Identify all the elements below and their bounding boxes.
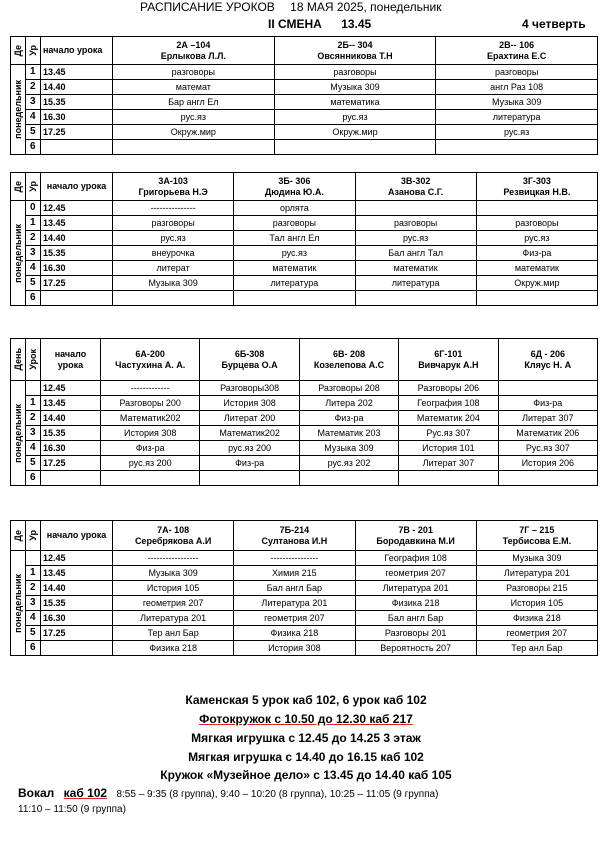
lesson-cell: Музыка 309 — [476, 551, 597, 566]
lesson-cell: Тал англ Ел — [234, 231, 355, 246]
lesson-cell: разговоры — [476, 216, 597, 231]
lesson-time: 16.30 — [41, 261, 113, 276]
class-header — [274, 37, 436, 65]
lesson-cell: География 108 — [355, 551, 476, 566]
lesson-cell — [113, 291, 234, 306]
lesson-cell: внеурочка — [113, 246, 234, 261]
lesson-cell — [234, 291, 355, 306]
class-teacher: Бородавкина М.И — [376, 535, 455, 546]
lesson-time — [41, 140, 113, 155]
lesson-cell: Разговоры 201 — [355, 626, 476, 641]
lesson-header-text: Ур — [28, 181, 38, 192]
class-name: 2Б-- 304 — [337, 39, 373, 50]
lesson-cell: разговоры — [436, 65, 598, 80]
day-header-text: Де — [13, 44, 23, 57]
table-row — [11, 291, 598, 306]
lesson-cell: разговоры — [234, 216, 355, 231]
lesson-cell: Окруж.мир — [476, 276, 597, 291]
lesson-number: 1 — [26, 65, 41, 80]
table-row — [11, 231, 598, 246]
lesson-cell: математик — [234, 261, 355, 276]
note-vocal-times-2: 11:10 – 11:50 (9 группа) — [18, 804, 126, 815]
lesson-number: 2 — [26, 80, 41, 95]
class-teacher: Козелепова А.С — [313, 359, 385, 370]
lesson-time: 15.35 — [41, 426, 101, 441]
vocal-times: 8:55 – 9:35 (8 группа), 9:40 – 10:20 (8 группа), 10:25 – 11:05 (9 группа) — [116, 789, 439, 800]
lesson-cell: Литерат 307 — [498, 411, 597, 426]
table-row — [11, 611, 598, 626]
lesson-cell: Литература 201 — [355, 581, 476, 596]
lesson-number: 5 — [26, 626, 41, 641]
day-header — [11, 173, 26, 201]
table-row — [11, 426, 598, 441]
lesson-header — [26, 339, 41, 381]
class-header — [476, 173, 597, 201]
lesson-cell: Литература 201 — [476, 566, 597, 581]
lesson-time: 13.45 — [41, 396, 101, 411]
lesson-cell — [355, 201, 476, 216]
schedule-table-grade-3 — [10, 172, 598, 306]
lesson-cell: рус.яз — [234, 246, 355, 261]
start-header: начало урока — [41, 339, 101, 381]
lesson-cell: литература — [436, 110, 598, 125]
table-row — [11, 246, 598, 261]
class-name: 3Б- 306 — [278, 175, 311, 186]
lesson-number: 3 — [26, 426, 41, 441]
class-name: 7В - 201 — [398, 524, 433, 535]
table-row — [11, 381, 598, 396]
lesson-cell: разговоры — [113, 216, 234, 231]
lesson-number: 3 — [26, 246, 41, 261]
lesson-cell: История 308 — [101, 426, 200, 441]
lesson-cell: Музыка 309 — [436, 95, 598, 110]
table-row — [11, 276, 598, 291]
lesson-cell — [476, 201, 597, 216]
lesson-time: 14.40 — [41, 231, 113, 246]
class-teacher: Дюдина Ю.А. — [264, 186, 324, 197]
lesson-cell — [399, 471, 498, 486]
lesson-cell: История 101 — [399, 441, 498, 456]
class-teacher: Резвицкая Н.В. — [503, 186, 571, 197]
lesson-cell: геометрия 207 — [113, 596, 234, 611]
lesson-time: 15.35 — [41, 246, 113, 261]
lesson-number: 3 — [26, 596, 41, 611]
class-teacher: Азанова С.Г. — [388, 186, 444, 197]
lesson-time: 17.25 — [41, 456, 101, 471]
start-header: начало урока — [41, 521, 113, 551]
title-date: 18 МАЯ 2025, понедельник — [290, 0, 442, 14]
lesson-cell: Окруж.мир — [274, 125, 436, 140]
day-header — [11, 37, 26, 65]
lesson-header — [26, 173, 41, 201]
table-row — [11, 411, 598, 426]
class-name: 6Б-308 — [234, 348, 265, 359]
lesson-number: 4 — [26, 110, 41, 125]
schedule-title — [140, 0, 442, 14]
lesson-number: 1 — [26, 216, 41, 231]
lesson-time: 13.45 — [41, 216, 113, 231]
table-row — [11, 95, 598, 110]
note-soft-toy-1: Мягкая игрушка с 12.45 до 14.25 3 этаж — [191, 731, 421, 745]
class-teacher: Вивчарук А.Н — [418, 359, 479, 370]
class-header — [234, 173, 355, 201]
lesson-number: 4 — [26, 611, 41, 626]
lesson-cell: рус.яз 200 — [101, 456, 200, 471]
lesson-cell: Окруж.мир — [113, 125, 275, 140]
table-row — [11, 140, 598, 155]
lesson-cell: литература — [355, 276, 476, 291]
lesson-time: 17.25 — [41, 125, 113, 140]
lesson-cell: рус.яз — [476, 231, 597, 246]
lesson-cell: математ — [113, 80, 275, 95]
lesson-number: 1 — [26, 396, 41, 411]
title-text: РАСПИСАНИЕ УРОКОВ — [140, 0, 275, 14]
class-header — [498, 339, 597, 381]
class-teacher: Тербисова Е.М. — [502, 535, 572, 546]
lesson-cell: Физ-ра — [476, 246, 597, 261]
lesson-cell — [355, 291, 476, 306]
lesson-cell: Физика 218 — [113, 641, 234, 656]
lesson-cell: Математик 203 — [299, 426, 398, 441]
class-header — [299, 339, 398, 381]
lesson-cell: Физика 218 — [234, 626, 355, 641]
vocal-label: Вокал — [18, 786, 55, 800]
lesson-cell: Разговоры 200 — [101, 396, 200, 411]
lesson-cell: Разговоры 206 — [399, 381, 498, 396]
lesson-cell: Вероятность 207 — [355, 641, 476, 656]
lesson-cell: Музыка 309 — [113, 276, 234, 291]
lesson-cell: Тер анл Бар — [113, 626, 234, 641]
lesson-cell: геометрия 207 — [234, 611, 355, 626]
lesson-cell: Бар англ Ел — [113, 95, 275, 110]
lesson-cell — [498, 471, 597, 486]
lesson-time: 17.25 — [41, 626, 113, 641]
class-name: 7А- 108 — [157, 524, 190, 535]
lesson-time: 17.25 — [41, 276, 113, 291]
lesson-number — [26, 551, 41, 566]
table-row — [11, 396, 598, 411]
vocal-room: каб 102 — [63, 786, 108, 800]
lesson-time: 14.40 — [41, 411, 101, 426]
class-header — [200, 339, 299, 381]
lesson-number: 5 — [26, 276, 41, 291]
lesson-header — [26, 37, 41, 65]
table-row — [11, 596, 598, 611]
quarter-label: 4 четверть — [522, 17, 586, 31]
lesson-cell: литература — [234, 276, 355, 291]
lesson-number: 0 — [26, 201, 41, 216]
lesson-cell: Литера 202 — [299, 396, 398, 411]
day-name: понедельник — [13, 403, 23, 463]
table-row — [11, 471, 598, 486]
table-row — [11, 65, 598, 80]
table-row — [11, 456, 598, 471]
table-row — [11, 261, 598, 276]
lesson-cell: Разговоры308 — [200, 381, 299, 396]
lesson-cell — [299, 471, 398, 486]
lesson-cell: разговоры — [355, 216, 476, 231]
class-teacher: Кляус Н. А — [524, 359, 572, 370]
lesson-cell: Рус.яз 307 — [399, 426, 498, 441]
lesson-cell: Физ-ра — [498, 396, 597, 411]
lesson-time: 15.35 — [41, 95, 113, 110]
lesson-cell: История 308 — [200, 396, 299, 411]
lesson-cell: Разговоры 215 — [476, 581, 597, 596]
lesson-cell: разговоры — [113, 65, 275, 80]
lesson-cell: рус.яз — [113, 110, 275, 125]
class-teacher: Григорьева Н.Э — [138, 186, 208, 197]
day-cell — [11, 551, 26, 656]
lesson-cell: Литерат 307 — [399, 456, 498, 471]
lesson-time — [41, 291, 113, 306]
lesson-header — [26, 521, 41, 551]
lesson-number: 5 — [26, 125, 41, 140]
lesson-time: 12.45 — [41, 201, 113, 216]
class-teacher: Ерлыкова Л.Л. — [160, 50, 226, 61]
lesson-cell: Тер анл Бар — [476, 641, 597, 656]
lesson-cell — [274, 140, 436, 155]
lesson-cell: рус.яз 202 — [299, 456, 398, 471]
lesson-cell: Бал англ Тал — [355, 246, 476, 261]
schedule-table-grade-6 — [10, 338, 598, 486]
lesson-cell: орлята — [234, 201, 355, 216]
lesson-number — [26, 381, 41, 396]
lesson-number: 3 — [26, 95, 41, 110]
class-teacher: Ерахтина Е.С — [486, 50, 547, 61]
lesson-number: 2 — [26, 581, 41, 596]
lesson-cell: геометрия 207 — [355, 566, 476, 581]
note-soft-toy-2: Мягкая игрушка с 14.40 до 16.15 каб 102 — [188, 750, 424, 764]
class-header — [476, 521, 597, 551]
lesson-cell: Математик 204 — [399, 411, 498, 426]
lesson-time: 14.40 — [41, 80, 113, 95]
lesson-number: 2 — [26, 411, 41, 426]
class-header — [355, 521, 476, 551]
lesson-cell: ------------- — [101, 381, 200, 396]
class-header — [101, 339, 200, 381]
lesson-time: 16.30 — [41, 441, 101, 456]
table-row — [11, 551, 598, 566]
lesson-cell: Бал англ Бар — [355, 611, 476, 626]
lesson-number: 2 — [26, 231, 41, 246]
lesson-cell — [498, 381, 597, 396]
class-name: 7Г – 215 — [519, 524, 555, 535]
class-header — [113, 173, 234, 201]
lesson-cell: математик — [476, 261, 597, 276]
lesson-header-text: Ур — [28, 530, 38, 541]
lesson-cell: Литература 201 — [113, 611, 234, 626]
lesson-cell: История 308 — [234, 641, 355, 656]
lesson-number: 6 — [26, 471, 41, 486]
class-teacher: Серебрякова А.И — [134, 535, 212, 546]
lesson-cell: Разговоры 208 — [299, 381, 398, 396]
lesson-cell: География 108 — [399, 396, 498, 411]
start-header: начало урока — [41, 37, 113, 65]
class-teacher: Овсянникова Т.Н — [317, 50, 393, 61]
lesson-time: 13.45 — [41, 65, 113, 80]
day-cell — [11, 65, 26, 155]
lesson-cell — [101, 471, 200, 486]
class-name: 2В-- 106 — [499, 39, 535, 50]
lesson-cell: Физ-ра — [200, 456, 299, 471]
day-header — [11, 339, 26, 381]
lesson-cell: Музыка 309 — [299, 441, 398, 456]
day-name: понедельник — [13, 80, 23, 139]
table-row — [11, 641, 598, 656]
class-teacher: Султанова И.Н — [261, 535, 328, 546]
lesson-cell: Физ-ра — [101, 441, 200, 456]
lesson-header-text: Урок — [28, 349, 38, 370]
class-name: 7Б-214 — [279, 524, 310, 535]
lesson-cell: литерат — [113, 261, 234, 276]
lesson-cell: Математик202 — [101, 411, 200, 426]
lesson-number: 6 — [26, 291, 41, 306]
lesson-cell: ----------------- — [113, 551, 234, 566]
lesson-cell: Бал англ Бар — [234, 581, 355, 596]
lesson-cell: Литерат 200 — [200, 411, 299, 426]
lesson-number: 6 — [26, 641, 41, 656]
day-header-text: Де — [13, 180, 23, 193]
lesson-cell: Музыка 309 — [113, 566, 234, 581]
table-row — [11, 581, 598, 596]
schedule-table-grade-2 — [10, 36, 598, 155]
lesson-number: 1 — [26, 566, 41, 581]
lesson-cell: --------------- — [113, 201, 234, 216]
day-cell — [11, 381, 26, 486]
lesson-cell: рус.яз — [436, 125, 598, 140]
day-cell — [11, 201, 26, 306]
lesson-cell: ---------------- — [234, 551, 355, 566]
lesson-cell: англ Раз 108 — [436, 80, 598, 95]
lesson-cell: математика — [274, 95, 436, 110]
lesson-cell: геометрия 207 — [476, 626, 597, 641]
note-photo-club: Фотокружок с 10.50 до 12.30 каб 217 — [199, 712, 413, 726]
day-name: понедельник — [13, 573, 23, 633]
lesson-cell: разговоры — [274, 65, 436, 80]
class-header — [234, 521, 355, 551]
lesson-number: 5 — [26, 456, 41, 471]
table-row — [11, 80, 598, 95]
lesson-cell: рус.яз 200 — [200, 441, 299, 456]
table-row — [11, 110, 598, 125]
class-name: 3В-302 — [400, 175, 431, 186]
lesson-time: 16.30 — [41, 110, 113, 125]
lesson-number: 6 — [26, 140, 41, 155]
lesson-cell: Литература 201 — [234, 596, 355, 611]
shift-time: 13.45 — [341, 17, 372, 31]
day-header-text: День — [13, 348, 23, 371]
class-name: 6В- 208 — [332, 348, 365, 359]
lesson-cell: рус.яз — [113, 231, 234, 246]
lesson-time: 15.35 — [41, 596, 113, 611]
note-museum-club: Кружок «Музейное дело» с 13.45 до 14.40 каб 105 — [160, 768, 452, 782]
class-name: 6Г-101 — [434, 348, 463, 359]
class-header — [399, 339, 498, 381]
table-row — [11, 441, 598, 456]
lesson-cell: рус.яз — [355, 231, 476, 246]
class-header — [113, 37, 275, 65]
lesson-time — [41, 471, 101, 486]
class-name: 2А –104 — [176, 39, 211, 50]
class-header — [436, 37, 598, 65]
lesson-cell: Музыка 309 — [274, 80, 436, 95]
lesson-cell: Физ-ра — [299, 411, 398, 426]
lesson-cell: Рус.яз 307 — [498, 441, 597, 456]
class-teacher: Частухина А. А. — [115, 359, 186, 370]
lesson-time: 16.30 — [41, 611, 113, 626]
note-vocal — [18, 786, 438, 800]
table-row — [11, 125, 598, 140]
table-row — [11, 201, 598, 216]
class-teacher: Бурцева О.А — [221, 359, 278, 370]
shift-label: II СМЕНА — [268, 17, 322, 31]
lesson-cell: Физика 218 — [355, 596, 476, 611]
lesson-time: 14.40 — [41, 581, 113, 596]
class-header — [355, 173, 476, 201]
lesson-cell — [200, 471, 299, 486]
lesson-cell: Математик202 — [200, 426, 299, 441]
lesson-cell: Химия 215 — [234, 566, 355, 581]
class-name: 6А-200 — [135, 348, 165, 359]
day-header — [11, 521, 26, 551]
lesson-time: 13.45 — [41, 566, 113, 581]
class-name: 3А-103 — [158, 175, 188, 186]
lesson-number: 4 — [26, 441, 41, 456]
lesson-time: 12.45 — [41, 551, 113, 566]
lesson-header-text: Ур — [28, 45, 38, 56]
day-header-text: Де — [13, 529, 23, 542]
lesson-cell: История 105 — [113, 581, 234, 596]
lesson-cell: математик — [355, 261, 476, 276]
lesson-cell — [436, 140, 598, 155]
class-name: 3Г-303 — [522, 175, 551, 186]
lesson-cell: рус.яз — [274, 110, 436, 125]
class-name: 6Д - 206 — [530, 348, 565, 359]
lesson-cell: История 206 — [498, 456, 597, 471]
table-row — [11, 626, 598, 641]
day-name: понедельник — [13, 223, 23, 283]
table-row — [11, 566, 598, 581]
note-kamenskaya: Каменская 5 урок каб 102, 6 урок каб 102 — [185, 693, 427, 707]
table-row — [11, 216, 598, 231]
lesson-cell: Физика 218 — [476, 611, 597, 626]
lesson-time: 12.45 — [41, 381, 101, 396]
lesson-cell — [113, 140, 275, 155]
class-header — [113, 521, 234, 551]
lesson-cell: Математик 206 — [498, 426, 597, 441]
lesson-number: 4 — [26, 261, 41, 276]
schedule-table-grade-7 — [10, 520, 598, 656]
shift-line — [268, 17, 371, 31]
lesson-cell — [476, 291, 597, 306]
lesson-time — [41, 641, 113, 656]
start-header: начало урока — [41, 173, 113, 201]
lesson-cell: История 105 — [476, 596, 597, 611]
